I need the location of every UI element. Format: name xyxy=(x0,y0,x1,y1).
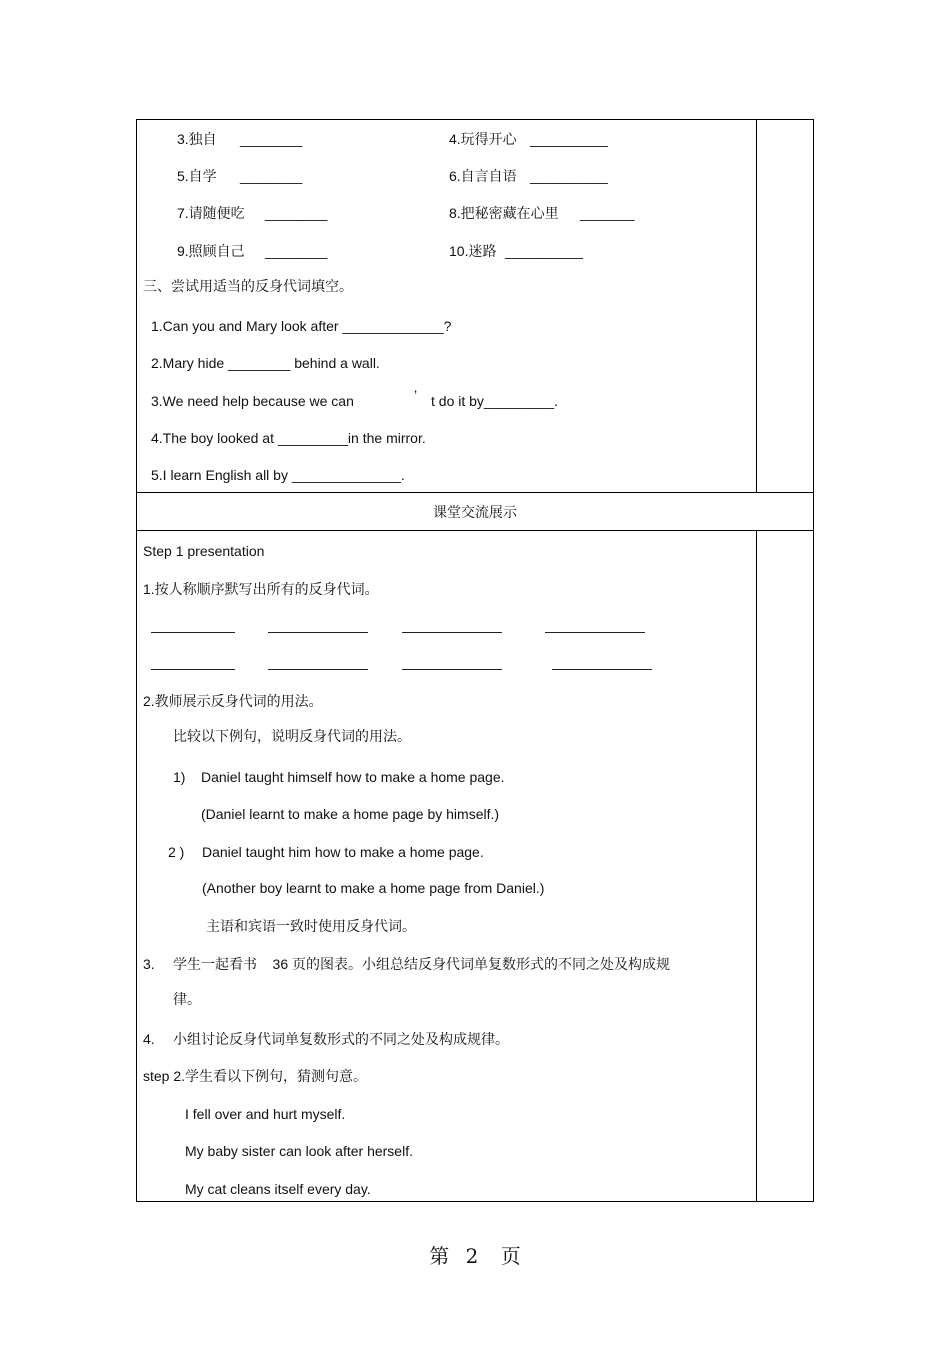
item4-number: 4. xyxy=(143,1031,155,1047)
example2-sentence: Daniel taught him how to make a home page. xyxy=(202,844,484,860)
fill-sentence-1: 1.Can you and Mary look after _____________? xyxy=(151,318,452,334)
vocab-item-4: 4.玩得开心 xyxy=(449,131,517,147)
vocab-item-3: 3.独自 xyxy=(177,131,217,147)
vocab-item-7: 7.请随便吃 xyxy=(177,205,245,221)
page-suffix: 页 xyxy=(500,1244,521,1268)
vocab-blank-8: _______ xyxy=(580,205,635,221)
fill-sentence-3-apostrophe: ’ xyxy=(414,387,418,403)
example-sentence-3: My cat cleans itself every day. xyxy=(185,1181,371,1197)
example2-number: 2 ) xyxy=(168,844,185,860)
vocab-item-5: 5.自学 xyxy=(177,168,217,184)
page-number: 2 xyxy=(465,1244,479,1268)
vocab-blank-5: ________ xyxy=(240,168,303,184)
item3-continuation: 律。 xyxy=(173,991,201,1007)
right-column-divider-bottom xyxy=(756,530,757,1202)
fill-sentence-3-tail: t do it by_________. xyxy=(431,393,558,409)
answer-blank xyxy=(402,669,502,670)
example1-note: (Daniel learnt to make a home page by himself.) xyxy=(201,806,500,822)
vocab-item-8: 8.把秘密藏在心里 xyxy=(449,205,559,221)
vocab-item-9: 9.照顾自己 xyxy=(177,243,245,259)
item3-number: 3. xyxy=(143,956,155,972)
rule-text: 主语和宾语一致时使用反身代词。 xyxy=(206,918,416,934)
vocab-blank-6: __________ xyxy=(530,168,608,184)
answer-blank xyxy=(151,669,235,670)
section-title: 课堂交流展示 xyxy=(433,504,517,520)
example1-sentence: Daniel taught himself how to make a home page. xyxy=(201,769,505,785)
vocab-blank-4: __________ xyxy=(530,131,608,147)
answer-blank xyxy=(552,669,652,670)
answer-blank xyxy=(268,669,368,670)
section-heading: 三、尝试用适当的反身代词填空。 xyxy=(143,278,353,294)
example-sentence-1: I fell over and hurt myself. xyxy=(185,1106,346,1122)
step1-title: Step 1 presentation xyxy=(143,543,265,559)
fill-sentence-2: 2.Mary hide ________ behind a wall. xyxy=(151,355,380,371)
page-footer xyxy=(0,1240,950,1269)
item1-text: 1.按人称顺序默写出所有的反身代词。 xyxy=(143,581,379,597)
vocab-item-10: 10.迷路 xyxy=(449,243,497,259)
fill-sentence-5: 5.I learn English all by ______________. xyxy=(151,467,405,483)
vocab-blank-9: ________ xyxy=(265,243,328,259)
example1-number: 1) xyxy=(173,769,186,785)
item3-text: 学生一起看书 36 页的图表。小组总结反身代词单复数形式的不同之处及构成规 xyxy=(173,956,671,972)
example-sentence-2: My baby sister can look after herself. xyxy=(185,1143,413,1159)
vocab-blank-10: __________ xyxy=(505,243,583,259)
vocab-item-6: 6.自言自语 xyxy=(449,168,517,184)
vocab-blank-3: ________ xyxy=(240,131,303,147)
answer-blank xyxy=(268,632,368,633)
right-column-divider-top xyxy=(756,119,757,493)
answer-blank xyxy=(402,632,502,633)
item4-text: 小组讨论反身代词单复数形式的不同之处及构成规律。 xyxy=(173,1031,509,1047)
fill-sentence-4: 4.The boy looked at _________in the mirror. xyxy=(151,430,426,446)
answer-blank xyxy=(151,632,235,633)
row-divider-1 xyxy=(136,492,814,493)
example2-note: (Another boy learnt to make a home page from Daniel.) xyxy=(202,880,545,896)
vocab-blank-7: ________ xyxy=(265,205,328,221)
compare-text: 比较以下例句，说明反身代词的用法。 xyxy=(173,728,411,744)
row-divider-2 xyxy=(136,530,814,531)
step2-title: step 2.学生看以下例句，猜测句意。 xyxy=(143,1068,368,1084)
page-prefix: 第 xyxy=(429,1244,450,1268)
fill-sentence-3: 3.We need help because we can xyxy=(151,393,354,409)
item2-text: 2.教师展示反身代词的用法。 xyxy=(143,693,323,709)
answer-blank xyxy=(545,632,645,633)
